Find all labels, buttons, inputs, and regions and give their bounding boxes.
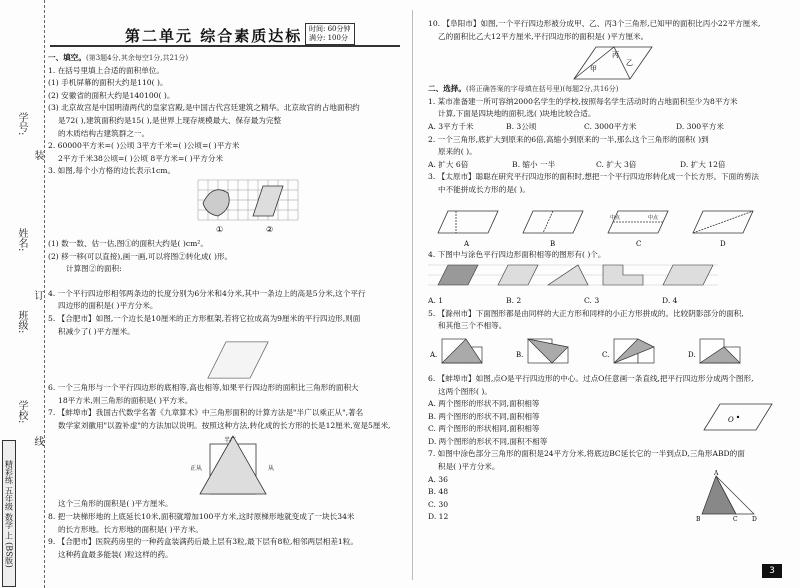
c6-option-c: C. 两个图形的形状相同,面积相等 xyxy=(428,424,540,434)
c4-option-b: B. 2 xyxy=(506,296,522,306)
c3-opt-d: D xyxy=(720,239,726,248)
q8: 8. 把一块梯形地的上底延长10米,面积就增加100平方米,这时原梯形地就变成了一块长34米 xyxy=(48,512,355,522)
c4-option-c: C. 3 xyxy=(584,296,600,306)
c3-mid-label-1: 中点 xyxy=(610,214,621,221)
fig10-label-a: 甲 xyxy=(590,65,597,74)
c7-option-c: C. 30 xyxy=(428,499,449,509)
c7-option-d: D. 12 xyxy=(428,512,449,522)
c4-option-a: A. 1 xyxy=(428,296,444,306)
fig7-label-half: 半广 xyxy=(224,437,237,445)
c2-options xyxy=(428,159,780,172)
binding-margin xyxy=(0,0,45,588)
c2-option-a: A. 扩大 6倍 xyxy=(428,159,469,169)
section-2-title: 二、选择。 xyxy=(428,84,466,94)
section-1-title: 一、填空。 xyxy=(48,53,86,62)
c3-opt-a: A xyxy=(464,239,470,248)
margin-label-number: 学号: xyxy=(16,112,27,136)
q6: 6. 一个三角形与一个平行四边形的底相等,高也相等,如果平行四边形的面积比三角形的面积大 xyxy=(48,383,359,393)
cut-mark-1: 装 xyxy=(32,150,43,160)
q4: 4. 一个平行四边形相邻两条边的长度分别为6分米和4分米,其中一条边上的高是5分米,这个平行 xyxy=(48,288,366,298)
parallelogram-shape xyxy=(253,186,283,216)
c4: 4. 下图中与涂色平行四边形面积相等的图形有( )个。 xyxy=(428,249,606,259)
q3c: 计算图②的面积: xyxy=(66,264,122,274)
c7: 7. 如图中涂色部分三角形的面积是24平方分米,将底边BC延长它的一半到点D,三角形ABD的面 xyxy=(428,449,745,459)
c7-option-b: B. 48 xyxy=(428,487,449,497)
fish-shape xyxy=(203,190,229,216)
c1b: 计算,下面是四块地的面积,选( )块地比较合适。 xyxy=(438,109,596,119)
c7-pt-a: A xyxy=(714,469,719,477)
q5b: 积减少了( )平方厘米。 xyxy=(58,326,135,336)
c5-square-figures xyxy=(428,333,780,373)
c7b: 积是( )平方分米。 xyxy=(438,462,500,472)
time-limit: 时间: 60分钟 xyxy=(309,25,351,33)
fig7-label-height: 从 xyxy=(268,465,275,473)
page-title: 第二单元 综合素质达标 xyxy=(125,27,303,45)
q5-figure xyxy=(48,338,394,382)
brand-strip xyxy=(2,440,16,587)
q7b: 数学家刘徽用"以盈补虚"的方法加以说明。按照这种方法,转化成的长方形的长是12厘米,宽是5厘米, xyxy=(58,420,391,430)
q5: 5. 【合肥市】如图,一个边长是10厘米的正方形框架,若将它拉成高为9厘米的平行四边形,则面 xyxy=(48,313,361,323)
q1b: (2) 安徽省的面积大约是140100( )。 xyxy=(48,90,175,100)
fig10-label-b: 乙 xyxy=(626,59,633,68)
fig-label-2: ② xyxy=(266,224,274,234)
c7-pt-d: D xyxy=(752,515,757,522)
cut-mark-3: 线 xyxy=(32,436,43,446)
c6-option-b: B. 两个图形的形状不同,面积相等 xyxy=(428,411,540,421)
q5-parallelogram xyxy=(198,338,278,382)
c4-option-d: D. 4 xyxy=(662,296,678,306)
q6b: 18平方米,则三角形的面积是( )平方米。 xyxy=(58,395,193,405)
q7-triangle-figure xyxy=(188,432,288,498)
fig-label-1: ① xyxy=(216,224,224,234)
left-column xyxy=(48,52,394,561)
q3a: (1) 数一数、估一估,图①的面积大约是( )cm²。 xyxy=(48,238,208,248)
q4b: 四边形的面积是( )平方分米。 xyxy=(58,301,158,311)
c1: 1. 某市准备建一所可容纳2000名学生的学校,按照每名学生活动时的占地面积至少为8平方米 xyxy=(428,96,738,106)
c5-figures xyxy=(428,333,780,373)
q10-parallelogram xyxy=(568,43,658,83)
q8b: 的长方形地。长方形地的面积是( )平方米。 xyxy=(58,524,204,534)
c3-cut-figures xyxy=(428,197,780,249)
c3-opt-c: C xyxy=(636,239,642,248)
c7-triangle xyxy=(696,470,766,522)
time-score-box xyxy=(305,23,355,45)
q10b: 乙的面积比乙大12平方厘米,平行四边形的面积是( )平方厘米。 xyxy=(438,31,649,41)
margin-label-name: 姓名: xyxy=(16,228,27,252)
margin-label-class: 班级: xyxy=(16,310,27,334)
right-column xyxy=(428,18,780,524)
section-1-note: (第3题4分,其余每空1分,共21分) xyxy=(85,54,189,62)
page-number: 3 xyxy=(762,564,782,578)
c6: 6. 【蚌埠市】如图,点O是平行四边形的中心。过点O任意画一条直线,把平行四边形分成两个图形, xyxy=(428,373,754,383)
c1-option-b: B. 3公顷 xyxy=(506,121,537,131)
c2-option-d: D. 扩大 12倍 xyxy=(680,159,726,169)
c7-pt-b: B xyxy=(696,515,701,522)
c5-opt-b: B. xyxy=(516,350,524,359)
title-underline xyxy=(50,45,400,47)
c2: 2. 一个三角形,底扩大到原来的6倍,高缩小到原来的一半,那么这个三角形的面积( )到 xyxy=(428,134,709,144)
c2b: 原来的( )。 xyxy=(438,147,477,157)
c2-option-b: B. 缩小 一半 xyxy=(512,159,556,169)
q10-figure xyxy=(428,43,780,83)
fig10-label-c: 丙 xyxy=(612,51,619,60)
q1c-line3: 的木质结构古建筑群之一。 xyxy=(58,128,150,138)
q3: 3. 如图,每个小方格的边长表示1cm。 xyxy=(48,166,176,176)
q3b: (2) 移一移(可以直接),画一画,可以将图②转化成( )形。 xyxy=(48,251,233,261)
c7-pt-c: C xyxy=(733,515,738,522)
c3b: 中不能拼成长方形的是( )。 xyxy=(438,184,530,194)
c6b: 这两个图形( )。 xyxy=(438,386,492,396)
q2a: 2. 60000平方米=( )公顷 3平方千米=( )公顷=( )平方米 xyxy=(48,141,240,151)
total-score: 满分: 100分 xyxy=(309,34,348,42)
q3-figure xyxy=(48,178,394,238)
q1c: (3) 北京故宫是中国明清两代的皇家宫殿,是中国古代宫廷建筑之精华。北京故宫的占地面积约 xyxy=(48,103,360,113)
c3: 3. 【太原市】聪聪在研究平行四边形的面积时,想把一个平行四边形转化成一个长方形。下面的剪法 xyxy=(428,172,760,182)
c3-opt-b: B xyxy=(550,239,556,248)
q3-grid-figure xyxy=(188,178,308,238)
c2-option-c: C. 扩大 3倍 xyxy=(596,159,637,169)
q7c: 这个三角形的面积是( )平方厘米。 xyxy=(58,499,173,509)
q2b: 2平方千米38公顷=( )公顷 8平方米=( )平方分米 xyxy=(58,153,224,163)
c3-mid-label-2: 中点 xyxy=(648,214,659,221)
cut-mark-2: 订 xyxy=(32,290,43,300)
q1a: (1) 手机屏幕的面积大约是110( )。 xyxy=(48,78,168,88)
margin-label-school: 学校: xyxy=(16,400,27,424)
c1-option-a: A. 3平方千米 xyxy=(428,121,474,131)
c1-options xyxy=(428,121,780,134)
column-separator xyxy=(412,10,413,580)
q7-figure xyxy=(48,432,394,498)
c1-option-c: C. 3000平方米 xyxy=(584,121,637,131)
c4-figure xyxy=(428,261,780,295)
section-2-note: (将正确答案的字母填在括号里)(每题2分,共16分) xyxy=(465,85,619,94)
c6-option-a: A. 两个图形的形状不同,面积相等 xyxy=(428,399,540,409)
c6-point-o: O xyxy=(728,416,734,425)
q9b: 这种药盒最多能装( )粒这样的药。 xyxy=(58,549,173,559)
c5-opt-d: D. xyxy=(688,350,696,359)
c1-option-d: D. 300平方米 xyxy=(676,121,724,131)
brand-text: 精彩练 五年级 数学 上 (BS版) xyxy=(4,459,14,568)
c7-option-a: A. 36 xyxy=(428,474,448,484)
fig7-label-height2: 正从 xyxy=(190,465,203,473)
c5b: 和其他三个不相等。 xyxy=(438,321,507,331)
c3-figures xyxy=(428,197,780,249)
q7: 7. 【蚌埠市】我国古代数学名著《九章算术》中三角形面积的计算方法是"半广以乘正从",著名 xyxy=(48,408,364,418)
c5: 5. 【滁州市】下面图形都是由同样的大正方形和同样的小正方形拼成的。比较阴影部分的面积, xyxy=(428,308,744,318)
c7-options-block xyxy=(428,469,780,524)
q10: 10. 【阜阳市】如图,一个平行四边形被分成甲、乙、丙3个三角形,已知甲的面积比丙小22平方厘米, xyxy=(428,19,761,28)
c5-opt-a: A. xyxy=(430,350,438,359)
c4-grid-shapes xyxy=(428,261,728,295)
c5-opt-c: C. xyxy=(602,350,610,359)
c6-options-block xyxy=(428,398,780,448)
q1: 1. 在括号里填上合适的面积单位。 xyxy=(48,65,164,75)
c6-option-d: D. 两个图形的形状不同,面积不相等 xyxy=(428,436,548,446)
c6-parallelogram xyxy=(698,400,778,434)
c4-options xyxy=(428,295,780,308)
q9: 9. 【合肥市】医院药房里的一种药盒装满药后最上层有3粒,最下层有8粒,相邻两层相差1粒。 xyxy=(48,537,358,547)
q1c-line2: 是72( ),建筑面积约是15( ),是世界上现存规模最大、保存最为完整 xyxy=(58,115,282,125)
